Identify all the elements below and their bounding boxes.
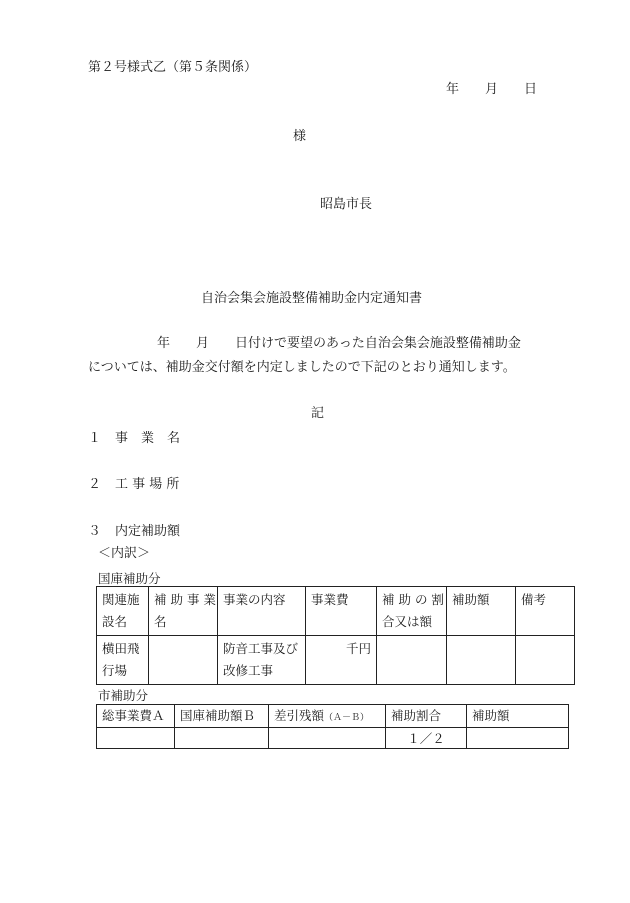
cell-project <box>149 636 218 685</box>
item-label: 工 事 場 所 <box>115 477 180 492</box>
cell-ratio: １／２ <box>386 728 467 749</box>
city-section-label: 市補助分 <box>98 688 149 703</box>
header-project: 補 助 事 業 名 <box>149 587 218 636</box>
table-row <box>97 728 569 749</box>
cell-amount <box>467 728 569 749</box>
ki-heading: 記 <box>311 406 325 421</box>
item-project-name <box>88 431 180 447</box>
header-total-cost: 総事業費Ａ <box>97 705 175 728</box>
cell-remarks <box>516 636 575 685</box>
item-subsidy-amount <box>88 524 180 540</box>
header-remarks: 備考 <box>516 587 575 636</box>
body-text-line-2: については、補助金交付額を内定しましたので下記のとおり通知します。 <box>88 360 516 375</box>
header-ratio: 補 助 の 割 合又は額 <box>377 587 447 636</box>
national-section-label: 国庫補助分 <box>98 571 161 586</box>
table-header-row <box>97 705 569 728</box>
breakdown-label: ＜内訳＞ <box>98 546 151 561</box>
item-construction-site <box>88 477 179 493</box>
cell-cost: 千円 <box>306 636 377 685</box>
cell-remaining <box>269 728 386 749</box>
cell-total-cost <box>97 728 175 749</box>
item-label: 事 業 名 <box>115 431 181 446</box>
item-label: 内定補助額 <box>115 524 181 539</box>
header-content: 事業の内容 <box>218 587 306 636</box>
cell-facility: 横田飛 行場 <box>97 636 149 685</box>
national-subsidy-table <box>96 586 575 685</box>
document-title: 自治会集会施設整備補助金内定通知書 <box>201 291 423 306</box>
body-text-line-1: 年 月 日付けで要望のあった自治会集会施設整備補助金 <box>157 336 521 351</box>
header-remaining: 差引残額（Ａ－Ｂ） <box>269 705 386 728</box>
issuer-name: 昭島市長 <box>320 197 373 212</box>
item-number: ３ <box>88 524 102 539</box>
date-line: 年 月 日 <box>446 82 538 97</box>
header-facility: 関連施 設名 <box>97 587 149 636</box>
cell-amount <box>447 636 516 685</box>
header-cost: 事業費 <box>306 587 377 636</box>
header-ratio: 補助割合 <box>386 705 467 728</box>
cell-ratio <box>377 636 447 685</box>
cell-national-amount <box>175 728 269 749</box>
form-number: 第２号様式乙（第５条関係） <box>88 60 258 75</box>
header-amount: 補助額 <box>447 587 516 636</box>
item-number: ２ <box>88 477 102 492</box>
table-row <box>97 636 575 685</box>
header-national-amount: 国庫補助額Ｂ <box>175 705 269 728</box>
city-subsidy-table <box>96 704 569 749</box>
table-header-row <box>97 587 575 636</box>
recipient-suffix: 様 <box>293 129 307 144</box>
cell-content: 防音工事及び 改修工事 <box>218 636 306 685</box>
item-number: １ <box>88 431 102 446</box>
header-amount: 補助額 <box>467 705 569 728</box>
